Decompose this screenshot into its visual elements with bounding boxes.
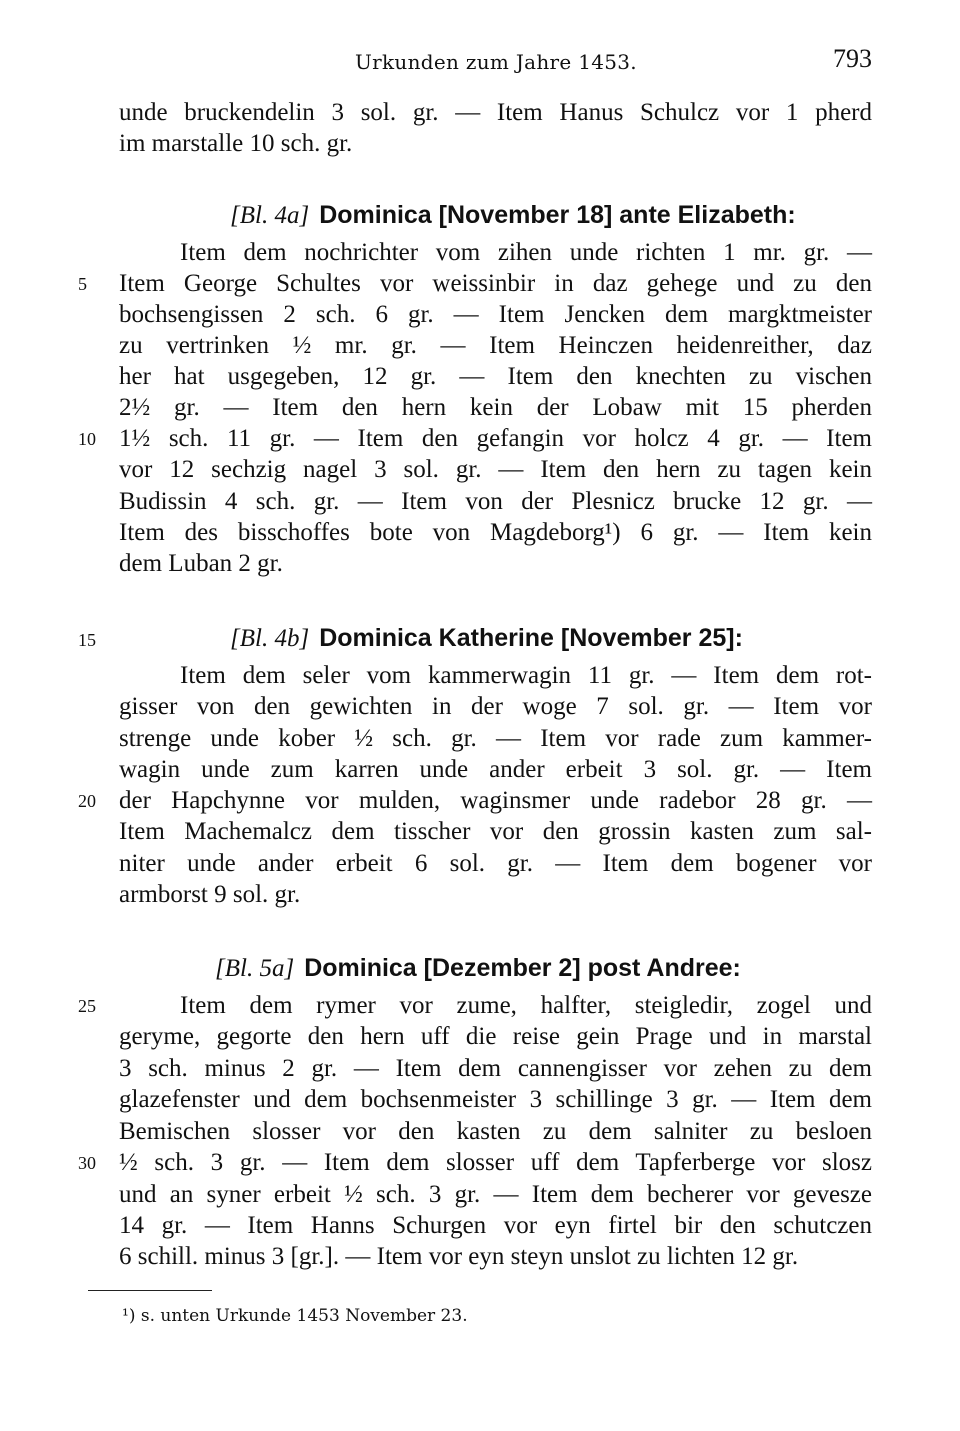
text-line: gisser von den gewichten in der woge 7 sol. gr. — Item vor — [119, 693, 872, 720]
text-line: und an syner erbeit ½ sch. 3 gr. — Item dem becherer vor gevesze — [119, 1181, 872, 1208]
text-line: Item George Schultes vor weissinbir in daz gehege und zu den — [119, 270, 872, 297]
text-line: glazefenster und dem bochsenmeister 3 schillinge 3 gr. — Item dem — [119, 1086, 872, 1113]
text-line: im marstalle 10 sch. gr. — [119, 130, 353, 157]
text-line: Item dem nochrichter vom zihen unde richten 1 mr. gr. — — [180, 239, 872, 266]
folio-reference: [Bl. 4a] — [230, 202, 310, 229]
text-line: Item dem rymer vor zume, halfter, steigledir, zogel und — [180, 992, 872, 1019]
text-line: geryme, gegorte den hern uff die reise gein Prage und in marstal — [119, 1023, 872, 1050]
text-line: bochsengissen 2 sch. 6 gr. — Item Jencken dem margktmeister — [119, 301, 872, 328]
text-line: 2½ gr. — Item den hern kein der Lobaw mit 15 pherden — [119, 394, 872, 421]
text-line: wagin unde zum karren unde ander erbeit 3 sol. gr. — Item — [119, 756, 872, 783]
line-number: 25 — [78, 996, 96, 1016]
footnote: ¹) s. unten Urkunde 1453 November 23. — [122, 1306, 468, 1326]
folio-reference: [Bl. 4b] — [230, 625, 310, 652]
heading-text: Dominica Katherine [November 25]: — [319, 624, 743, 652]
line-number: 15 — [78, 630, 96, 650]
text-line: Budissin 4 sch. gr. — Item von der Plesnicz brucke 12 gr. — — [119, 488, 872, 515]
heading-text: Dominica [Dezember 2] post Andree: — [304, 954, 741, 982]
text-line: 6 schill. minus 3 [gr.]. — Item vor eyn steyn unslot zu lichten 12 gr. — [119, 1243, 799, 1270]
text-line: 3 sch. minus 2 gr. — Item dem cannengisser vor zehen zu dem — [119, 1055, 872, 1082]
line-number: 30 — [78, 1153, 96, 1173]
folio-reference: [Bl. 5a] — [215, 955, 295, 982]
section-heading — [0, 951, 960, 985]
text-line: Item Machemalcz dem tisscher vor den grossin kasten zum sal- — [119, 818, 872, 845]
text-line: niter unde ander erbeit 6 sol. gr. — Item dem bogener vor — [119, 850, 872, 877]
footnote-divider — [88, 1290, 212, 1291]
text-line: Item des bisschoffes bote von Magdeborg¹) 6 gr. — Item kein — [119, 519, 872, 546]
text-line: der Hapchynne vor mulden, waginsmer unde radebor 28 gr. — — [119, 787, 872, 814]
text-line: ½ sch. 3 gr. — Item dem slosser uff dem Tapferberge vor slosz — [119, 1149, 872, 1176]
page-number: 793 — [833, 44, 872, 73]
text-line: her hat usgegeben, 12 gr. — Item den knechten zu vischen — [119, 363, 872, 390]
heading-text: Dominica [November 18] ante Elizabeth: — [319, 201, 796, 229]
running-head-title: Urkunden zum Jahre 1453. — [355, 50, 637, 74]
text-line: armborst 9 sol. gr. — [119, 881, 301, 908]
section-heading — [0, 198, 960, 232]
line-number: 10 — [78, 429, 96, 449]
text-line: 1½ sch. 11 gr. — Item den gefangin vor holcz 4 gr. — Item — [119, 425, 872, 452]
text-line: zu vertrinken ½ mr. gr. — Item Heinczen heidenreither, daz — [119, 332, 872, 359]
text-line: Item dem seler vom kammerwagin 11 gr. — Item dem rot- — [180, 662, 872, 689]
text-line: vor 12 sechzig nagel 3 sol. gr. — Item den hern zu tagen kein — [119, 456, 872, 483]
text-line: dem Luban 2 gr. — [119, 550, 283, 577]
text-line: strenge unde kober ½ sch. gr. — Item vor rade zum kammer- — [119, 725, 872, 752]
text-line: Bemischen slosser vor den kasten zu dem salniter zu besloen — [119, 1118, 872, 1145]
line-number: 5 — [78, 274, 87, 294]
line-number: 20 — [78, 791, 96, 811]
running-head — [0, 40, 960, 80]
text-line: 14 gr. — Item Hanns Schurgen vor eyn firtel bir den schutczen — [119, 1212, 872, 1239]
section-heading — [0, 621, 960, 655]
text-line: unde bruckendelin 3 sol. gr. — Item Hanus Schulcz vor 1 pherd — [119, 99, 872, 126]
